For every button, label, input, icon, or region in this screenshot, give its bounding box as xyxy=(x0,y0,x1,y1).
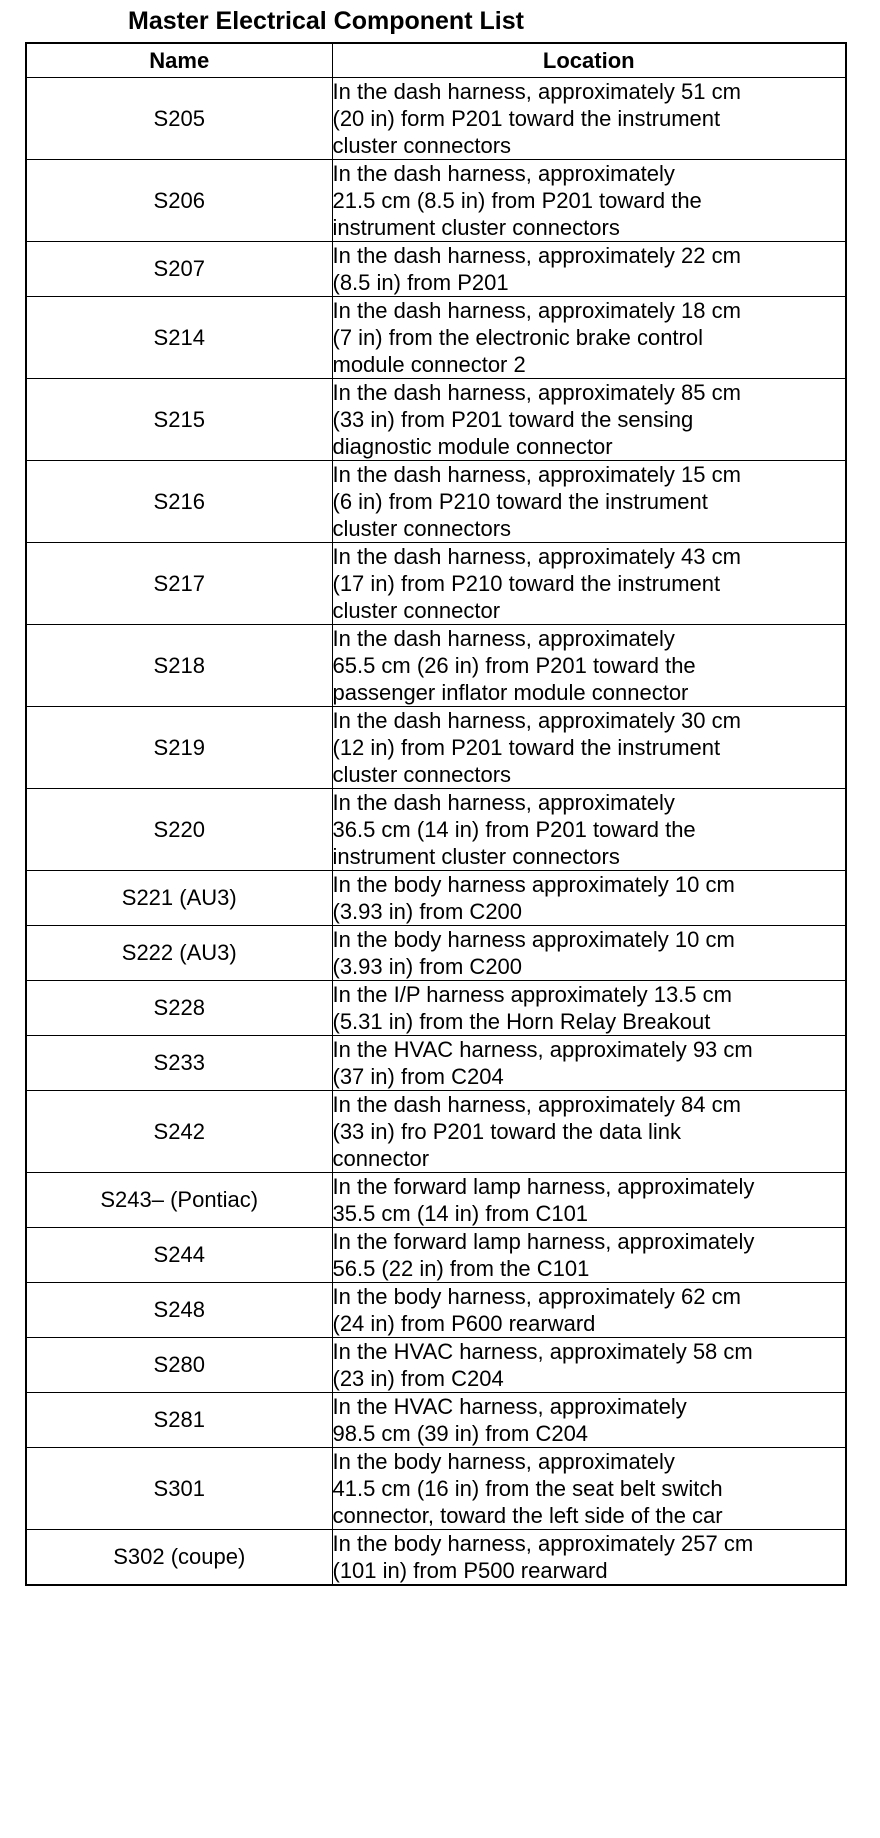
location-line: In the dash harness, approximately xyxy=(332,790,675,815)
location-line: In the HVAC harness, approximately 93 cm xyxy=(332,1037,753,1062)
component-location-cell xyxy=(332,1393,846,1448)
table-row xyxy=(26,926,846,981)
component-location-cell xyxy=(332,297,846,379)
table-row xyxy=(26,461,846,543)
table-row xyxy=(26,707,846,789)
location-line: In the dash harness, approximately 51 cm xyxy=(332,79,741,104)
location-line: In the dash harness, approximately 85 cm xyxy=(332,380,741,405)
table-row xyxy=(26,160,846,242)
component-location-cell xyxy=(332,461,846,543)
location-line: (3.93 in) from C200 xyxy=(332,899,523,924)
location-line: In the dash harness, approximately 30 cm xyxy=(332,708,741,733)
component-name-cell: S242 xyxy=(26,1091,332,1173)
location-line: In the HVAC harness, approximately xyxy=(332,1394,687,1419)
location-line: (6 in) from P210 toward the instrument xyxy=(332,489,708,514)
component-name-cell: S205 xyxy=(26,78,332,160)
component-name-cell: S219 xyxy=(26,707,332,789)
location-line: In the dash harness, approximately xyxy=(332,161,675,186)
component-name-cell: S244 xyxy=(26,1228,332,1283)
component-location-cell xyxy=(332,871,846,926)
location-line: (8.5 in) from P201 xyxy=(332,270,509,295)
component-location-cell xyxy=(332,1448,846,1530)
location-line: (17 in) from P210 toward the instrument xyxy=(332,571,721,596)
location-line: In the body harness, approximately 62 cm xyxy=(332,1284,741,1309)
component-location-cell xyxy=(332,1283,846,1338)
component-location-cell xyxy=(332,1530,846,1586)
table-row xyxy=(26,1173,846,1228)
component-location-cell xyxy=(332,379,846,461)
location-line: 41.5 cm (16 in) from the seat belt switch xyxy=(332,1476,723,1501)
component-location-cell xyxy=(332,926,846,981)
component-name-cell: S206 xyxy=(26,160,332,242)
location-line: In the body harness approximately 10 cm xyxy=(332,872,735,897)
component-location-cell xyxy=(332,543,846,625)
location-line: In the dash harness, approximately 43 cm xyxy=(332,544,741,569)
location-line: (5.31 in) from the Horn Relay Breakout xyxy=(332,1009,711,1034)
component-location-cell xyxy=(332,625,846,707)
component-name-cell: S216 xyxy=(26,461,332,543)
location-line: 21.5 cm (8.5 in) from P201 toward the xyxy=(332,188,702,213)
location-line: 36.5 cm (14 in) from P201 toward the xyxy=(332,817,696,842)
table-row xyxy=(26,1338,846,1393)
table-row xyxy=(26,871,846,926)
component-name-cell: S217 xyxy=(26,543,332,625)
location-line: cluster connectors xyxy=(332,516,512,541)
component-name-cell: S233 xyxy=(26,1036,332,1091)
component-location-cell xyxy=(332,707,846,789)
location-line: cluster connectors xyxy=(332,133,512,158)
component-location-cell xyxy=(332,1173,846,1228)
location-line: instrument cluster connectors xyxy=(332,844,620,869)
table-row xyxy=(26,1091,846,1173)
table-row xyxy=(26,242,846,297)
component-name-cell: S222 (AU3) xyxy=(26,926,332,981)
location-line: (20 in) form P201 toward the instrument xyxy=(332,106,721,131)
location-line: In the body harness approximately 10 cm xyxy=(332,927,735,952)
location-line: (37 in) from C204 xyxy=(332,1064,504,1089)
location-line: 35.5 cm (14 in) from C101 xyxy=(332,1201,589,1226)
table-row xyxy=(26,1283,846,1338)
component-location-cell xyxy=(332,78,846,160)
location-line: (33 in) fro P201 toward the data link xyxy=(332,1119,682,1144)
location-line: In the HVAC harness, approximately 58 cm xyxy=(332,1339,753,1364)
table-row xyxy=(26,78,846,160)
location-line: In the dash harness, approximately 15 cm xyxy=(332,462,741,487)
component-name-cell: S281 xyxy=(26,1393,332,1448)
location-line: (7 in) from the electronic brake control xyxy=(332,325,703,350)
location-line: (23 in) from C204 xyxy=(332,1366,504,1391)
component-name-cell: S214 xyxy=(26,297,332,379)
location-line: 56.5 (22 in) from the C101 xyxy=(332,1256,590,1281)
component-name-cell: S220 xyxy=(26,789,332,871)
location-line: (3.93 in) from C200 xyxy=(332,954,523,979)
component-name-cell: S301 xyxy=(26,1448,332,1530)
table-row xyxy=(26,1393,846,1448)
component-name-cell: S218 xyxy=(26,625,332,707)
table-row xyxy=(26,1036,846,1091)
table-header-row xyxy=(26,43,846,78)
component-name-cell: S302 (coupe) xyxy=(26,1530,332,1586)
location-line: (101 in) from P500 rearward xyxy=(332,1558,608,1583)
location-line: In the dash harness, approximately 18 cm xyxy=(332,298,741,323)
table-row xyxy=(26,1448,846,1530)
location-column-header: Location xyxy=(332,43,846,78)
component-location-cell xyxy=(332,1091,846,1173)
table-row xyxy=(26,543,846,625)
component-location-cell xyxy=(332,1228,846,1283)
location-line: cluster connectors xyxy=(332,762,512,787)
location-line: In the I/P harness approximately 13.5 cm xyxy=(332,982,732,1007)
location-line: instrument cluster connectors xyxy=(332,215,620,240)
component-name-cell: S280 xyxy=(26,1338,332,1393)
component-location-cell xyxy=(332,242,846,297)
page-title: Master Electrical Component List xyxy=(128,7,524,35)
component-table xyxy=(25,42,847,1586)
location-line: In the forward lamp harness, approximately xyxy=(332,1229,755,1254)
table-body xyxy=(26,78,846,1586)
location-line: cluster connector xyxy=(332,598,501,623)
location-line: In the dash harness, approximately xyxy=(332,626,675,651)
location-line: module connector 2 xyxy=(332,352,526,377)
location-line: connector, toward the left side of the car xyxy=(332,1503,723,1528)
location-line: (33 in) from P201 toward the sensing xyxy=(332,407,694,432)
table-row xyxy=(26,789,846,871)
table-row xyxy=(26,1530,846,1586)
location-line: In the dash harness, approximately 22 cm xyxy=(332,243,741,268)
location-line: 65.5 cm (26 in) from P201 toward the xyxy=(332,653,696,678)
component-name-cell: S248 xyxy=(26,1283,332,1338)
table-row xyxy=(26,1228,846,1283)
location-line: connector xyxy=(332,1146,430,1171)
component-location-cell xyxy=(332,981,846,1036)
name-column-header: Name xyxy=(26,43,332,78)
location-line: (12 in) from P201 toward the instrument xyxy=(332,735,721,760)
component-location-cell xyxy=(332,160,846,242)
location-line: In the dash harness, approximately 84 cm xyxy=(332,1092,741,1117)
component-name-cell: S228 xyxy=(26,981,332,1036)
location-line: In the forward lamp harness, approximately xyxy=(332,1174,755,1199)
location-line: (24 in) from P600 rearward xyxy=(332,1311,596,1336)
location-line: passenger inflator module connector xyxy=(332,680,689,705)
component-location-cell xyxy=(332,789,846,871)
component-name-cell: S221 (AU3) xyxy=(26,871,332,926)
table-row xyxy=(26,297,846,379)
location-line: 98.5 cm (39 in) from C204 xyxy=(332,1421,589,1446)
location-line: diagnostic module connector xyxy=(332,434,613,459)
table-row xyxy=(26,625,846,707)
location-line: In the body harness, approximately 257 cm xyxy=(332,1531,754,1556)
location-line: In the body harness, approximately xyxy=(332,1449,675,1474)
component-location-cell xyxy=(332,1338,846,1393)
component-name-cell: S207 xyxy=(26,242,332,297)
component-name-cell: S243– (Pontiac) xyxy=(26,1173,332,1228)
component-name-cell: S215 xyxy=(26,379,332,461)
table-row xyxy=(26,981,846,1036)
component-location-cell xyxy=(332,1036,846,1091)
table-row xyxy=(26,379,846,461)
